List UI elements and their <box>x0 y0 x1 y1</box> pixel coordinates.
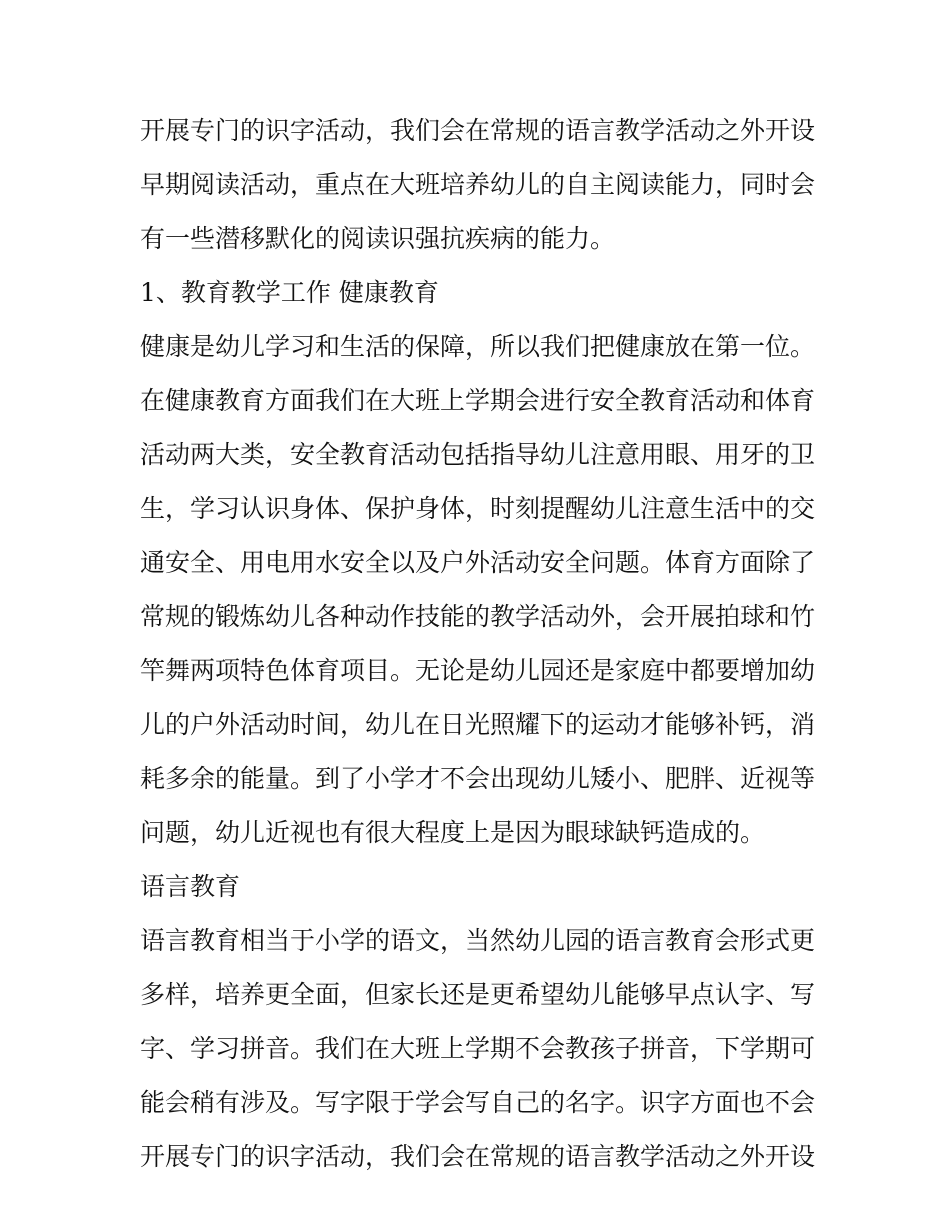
text-line: 问题，幼儿近视也有很大程度上是因为眼球缺钙造成的。 <box>140 818 766 847</box>
document-body <box>140 104 820 1184</box>
text-line: 能会稍有涉及。写字限于学会写自己的名字。识字方面也不会 <box>140 1088 816 1117</box>
text-line: 活动两大类，安全教育活动包括指导幼儿注意用眼、用牙的卫 <box>140 440 816 469</box>
section-heading: 1、教育教学工作 健康教育 <box>140 278 439 307</box>
text-line: 常规的锻炼幼儿各种动作技能的教学活动外，会开展拍球和竹 <box>140 602 816 631</box>
text-line: 健康是幼儿学习和生活的保障，所以我们把健康放在第一位。 <box>140 332 816 361</box>
text-line: 开展专门的识字活动，我们会在常规的语言教学活动之外开设 <box>140 116 816 145</box>
text-line: 有一些潜移默化的阅读识强抗疾病的能力。 <box>140 224 616 253</box>
section-heading: 语言教育 <box>140 872 241 901</box>
text-line: 多样，培养更全面，但家长还是更希望幼儿能够早点认字、写 <box>140 980 816 1009</box>
text-line: 耗多余的能量。到了小学才不会出现幼儿矮小、肥胖、近视等 <box>140 764 816 793</box>
text-line: 竿舞两项特色体育项目。无论是幼儿园还是家庭中都要增加幼 <box>140 656 816 685</box>
text-line: 儿的户外活动时间，幼儿在日光照耀下的运动才能够补钙，消 <box>140 710 816 739</box>
text-line: 在健康教育方面我们在大班上学期会进行安全教育活动和体育 <box>140 386 816 415</box>
text-line: 生，学习认识身体、保护身体，时刻提醒幼儿注意生活中的交 <box>140 494 816 523</box>
text-line: 早期阅读活动，重点在大班培养幼儿的自主阅读能力，同时会 <box>140 170 816 199</box>
text-line: 语言教育相当于小学的语文，当然幼儿园的语言教育会形式更 <box>140 926 816 955</box>
text-line: 通安全、用电用水安全以及户外活动安全问题。体育方面除了 <box>140 548 816 577</box>
text-line: 字、学习拼音。我们在大班上学期不会教孩子拼音，下学期可 <box>140 1034 816 1063</box>
text-line: 开展专门的识字活动，我们会在常规的语言教学活动之外开设 <box>140 1142 816 1171</box>
